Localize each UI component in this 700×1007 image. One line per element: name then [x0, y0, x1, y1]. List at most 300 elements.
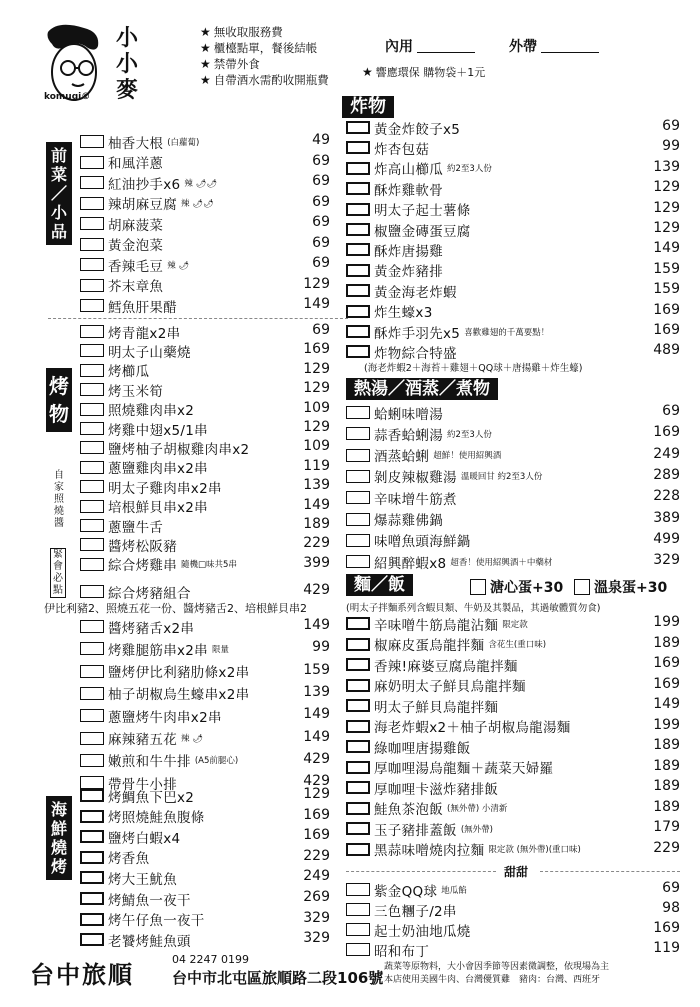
menu-item-name: 黃金炸豬排	[374, 264, 443, 281]
menu-item-price: 99	[662, 138, 680, 155]
order-checkbox[interactable]	[346, 740, 370, 753]
menu-item-price: 189	[653, 737, 680, 753]
order-checkbox[interactable]	[346, 449, 370, 462]
menu-item-name: 炸高山櫛瓜	[374, 162, 443, 179]
menu-item[interactable]	[346, 281, 457, 300]
order-checkbox[interactable]	[80, 642, 104, 655]
menu-item-price: 129	[303, 380, 330, 397]
take-out-field[interactable]	[541, 52, 599, 53]
menu-item-name: 海老炸蝦x2＋柚子胡椒烏龍湯麵	[374, 720, 571, 736]
homemade-sauce-note: 自家照燒醬	[54, 470, 64, 529]
menu-item-price: 169	[653, 920, 680, 936]
order-checkbox[interactable]	[346, 923, 370, 936]
menu-item[interactable]	[346, 220, 471, 239]
menu-item-price: 229	[653, 839, 680, 856]
brand-subtitle: komugi©	[44, 92, 91, 102]
egg-option-soft[interactable]: 溏心蛋+30	[462, 577, 563, 597]
order-checkbox[interactable]	[80, 344, 104, 357]
menu-item-name: 鹽烤伊比利豬肋條x2串	[108, 665, 250, 682]
menu-item-price: 289	[653, 466, 680, 483]
menu-item-name: 柚香大根	[108, 135, 164, 152]
menu-item[interactable]	[346, 840, 581, 859]
menu-item-price: 139	[303, 683, 330, 700]
order-checkbox[interactable]	[80, 279, 104, 292]
order-checkbox[interactable]	[346, 903, 370, 916]
menu-item[interactable]	[346, 531, 471, 550]
order-checkbox[interactable]	[80, 197, 104, 210]
menu-item[interactable]	[346, 424, 492, 443]
menu-item[interactable]	[80, 361, 149, 380]
noodle-allergy-note: (明太子拌麵系列含蝦貝類、牛奶及其製品，其過敏體質勿食)	[346, 603, 601, 614]
star-icon: ★	[200, 73, 211, 87]
order-checkbox[interactable]	[80, 665, 104, 678]
menu-item-price: 49	[312, 132, 330, 148]
menu-item[interactable]	[346, 655, 518, 674]
menu-item-price: 189	[653, 778, 680, 794]
menu-item-name: 玉子豬排蓋飯	[374, 822, 457, 839]
menu-item[interactable]	[346, 118, 460, 137]
menu-item-price: 169	[303, 806, 330, 823]
menu-item-price: 329	[653, 552, 680, 569]
order-checkbox[interactable]	[346, 305, 370, 318]
menu-item[interactable]	[80, 458, 208, 477]
menu-item[interactable]	[80, 194, 214, 213]
menu-item-note: 限定款	[502, 619, 528, 630]
footer-notes: 蔬菜等原物料，大小會因季節等因素微調整，依現場為主 本店使用美國牛肉、台灣優質雞 豬肉：台灣、西班牙	[384, 962, 610, 985]
order-checkbox[interactable]	[80, 687, 104, 700]
order-checkbox[interactable]	[346, 617, 370, 630]
order-checkbox[interactable]	[80, 851, 104, 864]
menu-item-name: 厚咖哩湯烏龍麵＋蔬菜天婦羅	[374, 761, 554, 777]
menu-item[interactable]	[80, 438, 249, 457]
take-out-label: 外帶	[509, 39, 537, 55]
menu-item-name: 明太子起士薯條	[374, 203, 471, 220]
menu-item[interactable]	[346, 159, 492, 178]
menu-item[interactable]	[80, 751, 238, 770]
order-checkbox[interactable]	[80, 441, 104, 454]
menu-item-name: 芥末章魚	[108, 279, 164, 295]
divider	[48, 318, 348, 319]
menu-item-name: 味噌魚頭海鮮鍋	[374, 534, 471, 551]
dine-in-field[interactable]	[417, 52, 475, 53]
checkbox-icon[interactable]	[574, 579, 590, 595]
order-checkbox[interactable]	[346, 491, 370, 504]
order-checkbox[interactable]	[80, 732, 104, 745]
menu-item[interactable]	[80, 684, 249, 703]
divider	[346, 871, 496, 872]
menu-item[interactable]	[80, 535, 177, 554]
menu-item-name: 烤鯛魚下巴x2	[108, 789, 195, 806]
star-icon: ★	[362, 65, 373, 79]
menu-item[interactable]	[80, 910, 205, 929]
order-checkbox[interactable]	[80, 500, 104, 513]
menu-item-price: 149	[303, 296, 330, 312]
menu-item-price: 149	[303, 706, 330, 723]
menu-item-price: 189	[303, 516, 330, 532]
menu-item[interactable]	[346, 635, 546, 654]
order-checkbox[interactable]	[346, 555, 370, 568]
order-checkbox[interactable]	[80, 519, 104, 532]
section-fried: 炸物	[342, 96, 394, 118]
divider	[540, 871, 680, 872]
menu-item-note: 辣 🌶	[181, 734, 203, 744]
recommend-note: 緊會必點	[50, 548, 66, 598]
menu-item-price: 489	[653, 342, 680, 359]
menu-item-note: 辣 🌶🌶	[181, 199, 214, 209]
menu-item-note: 辣 🌶🌶	[184, 178, 218, 189]
menu-item-price: 169	[653, 322, 680, 338]
order-checkbox[interactable]	[346, 822, 370, 835]
menu-item-price: 129	[653, 220, 680, 236]
menu-item-price: 149	[653, 240, 680, 257]
store-name: 台中旅順	[30, 961, 134, 989]
order-checkbox[interactable]	[80, 892, 104, 905]
order-checkbox[interactable]	[346, 243, 370, 256]
menu-item-price: 199	[653, 716, 680, 733]
brand-title: 小小麥	[115, 26, 138, 103]
menu-item[interactable]	[346, 446, 501, 465]
menu-item[interactable]	[346, 614, 528, 633]
menu-item-price: 169	[303, 341, 330, 358]
order-checkbox[interactable]	[80, 238, 104, 251]
order-checkbox[interactable]	[346, 513, 370, 526]
menu-item-price: 499	[653, 530, 680, 547]
menu-item[interactable]	[80, 807, 205, 826]
menu-item-name: 起士奶油地瓜燒	[374, 923, 471, 940]
order-checkbox[interactable]	[346, 284, 370, 297]
order-checkbox[interactable]	[80, 383, 104, 396]
menu-item-price: 149	[303, 728, 330, 745]
order-checkbox[interactable]	[346, 843, 370, 856]
menu-item-name: 烤照燒鮭魚腹條	[108, 810, 205, 827]
menu-item-price: 69	[312, 255, 330, 271]
menu-item[interactable]	[346, 322, 549, 341]
menu-item[interactable]	[346, 940, 429, 959]
menu-item-name: 蒜香蛤蜊湯	[374, 427, 443, 444]
menu-item[interactable]	[80, 380, 163, 399]
order-checkbox[interactable]	[346, 203, 370, 216]
menu-item-name: 嫩煎和牛牛排	[108, 754, 191, 771]
menu-item[interactable]	[80, 827, 180, 846]
order-checkbox[interactable]	[346, 802, 370, 815]
menu-item-name: 辛味噌牛筋烏龍沾麵	[374, 617, 499, 634]
menu-item[interactable]	[80, 477, 222, 496]
menu-item-name: 烤櫛瓜	[108, 364, 150, 381]
order-checkbox[interactable]	[80, 585, 104, 598]
menu-item[interactable]	[80, 341, 191, 360]
menu-item[interactable]	[346, 696, 498, 715]
menu-item[interactable]	[346, 778, 498, 797]
menu-item[interactable]	[80, 729, 203, 748]
menu-item-name: 和風洋蔥	[108, 156, 164, 172]
menu-item[interactable]	[80, 516, 163, 535]
menu-item[interactable]	[80, 662, 249, 681]
menu-item-name: 昭和布丁	[374, 943, 430, 960]
star-icon: ★	[200, 57, 211, 71]
order-checkbox[interactable]	[346, 182, 370, 195]
menu-item-price: 149	[303, 496, 330, 513]
menu-item-price: 159	[653, 260, 680, 277]
menu-item-price: 109	[303, 438, 330, 455]
menu-item-name: 烤青龍x2串	[108, 325, 181, 342]
menu-item-price: 228	[653, 488, 680, 505]
order-checkbox[interactable]	[80, 364, 104, 377]
menu-item-name: 蛤蜊味噌湯	[374, 406, 443, 423]
section-dessert: 甜甜	[504, 865, 529, 879]
order-checkbox[interactable]	[80, 538, 104, 551]
menu-item-name: 炸物綜合特盛	[374, 345, 457, 362]
order-checkbox[interactable]	[80, 480, 104, 493]
menu-item-name: 烤雞中翅x5/1串	[108, 422, 208, 439]
order-checkbox[interactable]	[346, 470, 370, 483]
menu-item-price: 229	[303, 535, 330, 552]
order-checkbox[interactable]	[346, 162, 370, 175]
section-appetizers: 前菜／小品	[46, 142, 72, 245]
menu-item-price: 129	[303, 360, 330, 377]
order-checkbox[interactable]	[80, 176, 104, 189]
checkbox-icon[interactable]	[470, 579, 486, 595]
menu-item-price: 249	[653, 445, 680, 462]
menu-item-name: 三色糰子/2串	[374, 903, 457, 920]
order-checkbox[interactable]	[80, 620, 104, 633]
order-checkbox[interactable]	[80, 258, 104, 271]
menu-item[interactable]	[346, 342, 457, 361]
star-icon: ★	[200, 41, 211, 55]
order-checkbox[interactable]	[346, 345, 370, 358]
menu-item[interactable]	[346, 179, 443, 198]
menu-item-name: 酒蒸蛤蜊	[374, 449, 430, 466]
menu-item-name: 明太子鮮貝烏龍拌麵	[374, 699, 499, 716]
order-checkbox[interactable]	[346, 883, 370, 896]
menu-item-price: 69	[312, 173, 330, 189]
menu-item[interactable]	[346, 900, 457, 919]
bag-note: ★ 響應環保 購物袋＋1元	[362, 65, 486, 79]
menu-item-price: 429	[303, 582, 330, 598]
menu-item[interactable]	[80, 930, 191, 949]
menu-item[interactable]	[80, 400, 194, 419]
menu-item[interactable]	[80, 848, 149, 867]
section-seafood-grill: 海鮮燒烤	[46, 796, 72, 880]
menu-item[interactable]	[80, 497, 208, 516]
order-checkbox[interactable]	[80, 403, 104, 416]
menu-item-name: 香辣!麻婆豆腐烏龍拌麵	[374, 658, 518, 675]
order-checkbox[interactable]	[80, 709, 104, 722]
menu-item-note: (A5前腿心)	[194, 756, 239, 767]
menu-item-name: 炸杏包菇	[374, 141, 430, 158]
menu-item[interactable]	[80, 868, 177, 887]
order-checkbox[interactable]	[346, 121, 370, 134]
menu-item-note: 溫暖回甘 約2至3人份	[460, 472, 543, 483]
menu-item[interactable]	[80, 582, 191, 601]
menu-item-name: 鮭魚茶泡飯	[374, 802, 443, 818]
fried-combo-detail: (海老炸蝦2＋海苔＋雞翅＋QQ球＋唐揚雞＋炸生蠔)	[364, 363, 583, 374]
menu-item-price: 129	[303, 419, 330, 435]
menu-item-price: 69	[662, 118, 680, 134]
egg-option-onsen[interactable]: 溫泉蛋+30	[566, 577, 667, 597]
menu-item-price: 139	[303, 477, 330, 494]
order-checkbox[interactable]	[346, 264, 370, 277]
menu-item[interactable]	[346, 138, 429, 157]
menu-item-price: 99	[312, 639, 330, 656]
menu-item[interactable]	[80, 235, 163, 254]
order-checkbox[interactable]	[80, 871, 104, 884]
menu-item-price: 129	[653, 199, 680, 216]
menu-item-price: 98	[662, 900, 680, 916]
menu-item[interactable]	[80, 639, 229, 658]
menu-item[interactable]	[346, 200, 471, 219]
menu-item-name: 剝皮辣椒雞湯	[374, 470, 457, 487]
menu-item-note: 約2至3人份	[447, 429, 492, 440]
order-checkbox[interactable]	[80, 558, 104, 571]
menu-item[interactable]	[80, 322, 180, 341]
order-checkbox[interactable]	[346, 761, 370, 774]
menu-item-note: (無外帶)	[460, 824, 493, 835]
order-checkbox[interactable]	[80, 810, 104, 823]
order-checkbox[interactable]	[346, 325, 370, 338]
menu-item[interactable]	[346, 467, 542, 486]
menu-item[interactable]	[80, 889, 191, 908]
order-checkbox[interactable]	[346, 427, 370, 440]
menu-item-price: 69	[312, 152, 330, 169]
menu-item[interactable]	[80, 555, 237, 574]
order-checkbox[interactable]	[346, 943, 370, 956]
section-soup: 熱湯／酒蒸／煮物	[346, 378, 498, 400]
menu-item[interactable]	[80, 214, 163, 233]
menu-item-name: 烤大王魷魚	[108, 871, 177, 888]
order-checkbox[interactable]	[346, 781, 370, 794]
menu-item[interactable]	[346, 799, 507, 818]
menu-item-note: 超鮮！使用紹興酒	[433, 451, 502, 462]
menu-item-name: 黃金炸餃子x5	[374, 121, 461, 138]
menu-item[interactable]	[346, 819, 493, 838]
order-checkbox[interactable]	[346, 223, 370, 236]
menu-item-name: 紫金QQ球	[374, 883, 438, 900]
menu-item[interactable]	[80, 296, 177, 315]
menu-item-name: 烤雞腿筋串x2串	[108, 642, 208, 659]
menu-item[interactable]	[80, 706, 222, 725]
notice-item: ★ 自帶酒水需酌收開瓶費	[200, 73, 329, 87]
menu-item-note: (無外帶) 小清新	[447, 804, 508, 814]
notice-list	[200, 24, 329, 88]
order-checkbox[interactable]	[80, 135, 104, 148]
menu-item[interactable]	[80, 276, 163, 295]
order-checkbox[interactable]	[80, 789, 104, 802]
menu-item[interactable]	[80, 173, 217, 192]
menu-item[interactable]	[346, 552, 552, 571]
menu-item-price: 69	[312, 234, 330, 251]
menu-item-price: 169	[653, 675, 680, 692]
menu-item-note: 限量	[211, 644, 229, 655]
order-checkbox[interactable]	[80, 933, 104, 946]
menu-item-name: 黃金海老炸蝦	[374, 284, 457, 301]
menu-item-note: 含花生(重口味)	[488, 640, 547, 650]
menu-item-name: 椒麻皮蛋烏龍拌麵	[374, 638, 485, 654]
menu-item-price: 169	[303, 827, 330, 844]
order-checkbox[interactable]	[346, 699, 370, 712]
menu-item-price: 109	[303, 399, 330, 416]
order-checkbox[interactable]	[346, 406, 370, 419]
menu-item-price: 139	[653, 158, 680, 175]
order-checkbox[interactable]	[80, 217, 104, 230]
order-checkbox[interactable]	[80, 754, 104, 767]
order-checkbox[interactable]	[80, 422, 104, 435]
menu-item-price: 129	[303, 275, 330, 292]
menu-item-price: 69	[662, 403, 680, 419]
order-checkbox[interactable]	[80, 913, 104, 926]
menu-item[interactable]	[80, 786, 194, 805]
menu-item-name: 綠咖哩唐揚雞飯	[374, 740, 471, 757]
order-checkbox[interactable]	[346, 638, 370, 651]
menu-item-name: 胡麻菠菜	[108, 217, 164, 234]
menu-item-price: 159	[303, 661, 330, 678]
order-type	[385, 36, 633, 56]
menu-item-price: 189	[653, 634, 680, 651]
menu-item-note: 地瓜餡	[441, 885, 467, 896]
order-checkbox[interactable]	[346, 720, 370, 733]
menu-item-price: 119	[303, 457, 330, 474]
menu-item-price: 129	[653, 179, 680, 196]
menu-item-name: 烤午仔魚一夜干	[108, 913, 205, 930]
order-checkbox[interactable]	[346, 534, 370, 547]
menu-item[interactable]	[346, 403, 443, 422]
menu-item-price: 399	[303, 554, 330, 571]
menu-item[interactable]	[346, 758, 553, 777]
menu-item[interactable]	[346, 240, 443, 259]
notice-item: ★ 禁帶外食	[200, 57, 260, 71]
store-address: 台中市北屯區旅順路二段106號	[172, 969, 384, 987]
menu-item[interactable]	[346, 717, 571, 736]
menu-item[interactable]	[346, 737, 471, 756]
menu-item[interactable]	[80, 419, 208, 438]
menu-item[interactable]	[80, 617, 194, 636]
menu-item-price: 169	[653, 301, 680, 318]
menu-item[interactable]	[80, 255, 189, 274]
menu-item-note: 隨機□味共5串	[181, 560, 237, 571]
menu-item-name: 烤香魚	[108, 851, 150, 868]
menu-item-name: 烤鯖魚一夜干	[108, 892, 191, 909]
menu-item[interactable]	[346, 920, 471, 939]
menu-item-name: 辣胡麻豆腐	[108, 197, 177, 213]
menu-item-price: 169	[653, 424, 680, 441]
order-checkbox[interactable]	[80, 325, 104, 338]
order-checkbox[interactable]	[346, 658, 370, 671]
menu-item[interactable]	[346, 510, 443, 529]
menu-item-name: 黑蒜味噌燒肉拉麵	[374, 843, 485, 859]
menu-item-name: 蔥鹽牛舌	[108, 519, 164, 536]
menu-item-price: 169	[653, 655, 680, 671]
menu-item[interactable]	[346, 880, 467, 899]
menu-item[interactable]	[80, 132, 199, 151]
notice-item: ★ 櫃檯點單，餐後結帳	[200, 41, 318, 55]
menu-item-name: 柚子胡椒烏生蠔串x2串	[108, 687, 250, 704]
order-checkbox[interactable]	[80, 830, 104, 843]
menu-item-price: 69	[312, 214, 330, 230]
menu-item-name: 培根鮮貝串x2串	[108, 500, 208, 517]
order-checkbox[interactable]	[80, 156, 104, 169]
menu-item[interactable]	[346, 302, 433, 321]
menu-item[interactable]	[346, 488, 457, 507]
order-checkbox[interactable]	[346, 141, 370, 154]
menu-item[interactable]	[346, 261, 443, 280]
menu-item[interactable]	[346, 676, 526, 695]
menu-item[interactable]	[80, 153, 163, 172]
menu-item-price: 199	[653, 614, 680, 630]
order-checkbox[interactable]	[80, 299, 104, 312]
menu-item-name: 爆蒜雞佛鍋	[374, 513, 443, 529]
order-checkbox[interactable]	[346, 679, 370, 692]
menu-item-name: 鹽烤柚子胡椒雞肉串x2	[108, 441, 250, 458]
order-checkbox[interactable]	[80, 461, 104, 474]
